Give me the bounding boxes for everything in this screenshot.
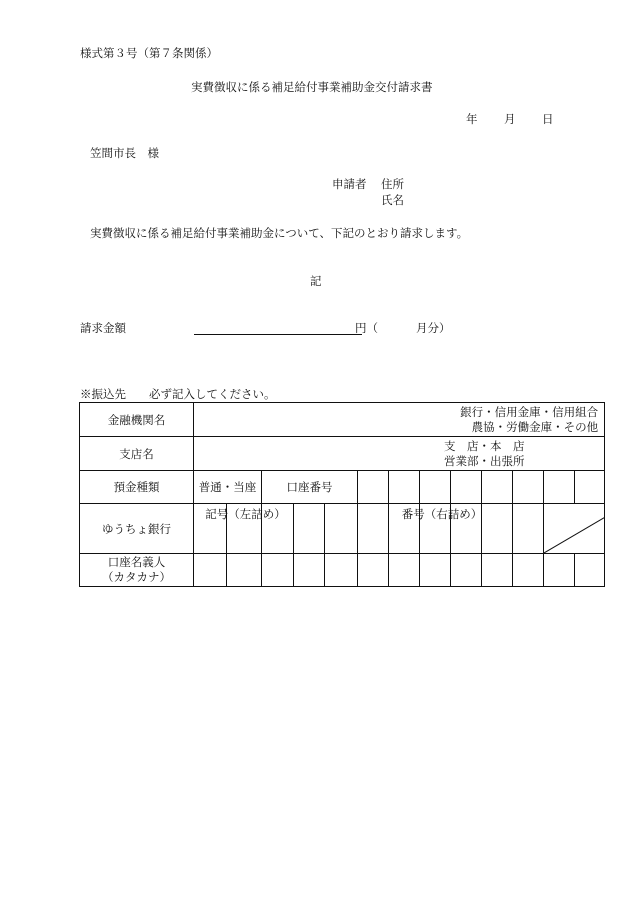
account-digit-1[interactable] [358, 471, 389, 504]
form-number: 様式第３号（第７条関係） [80, 46, 218, 60]
amount-label: 請求金額 [80, 321, 126, 335]
amount-yen: 円（ [355, 321, 378, 335]
number-digit-8[interactable] [513, 504, 544, 554]
number-digit-4[interactable] [389, 504, 420, 554]
account-digit-2[interactable] [389, 471, 420, 504]
holder-char-5[interactable] [325, 554, 358, 587]
number-digit-5[interactable] [420, 504, 451, 554]
institution-label: 金融機関名 [107, 412, 166, 427]
account-digit-6[interactable] [513, 471, 544, 504]
holder-char-13[interactable] [575, 554, 605, 587]
branch-label-cell [80, 437, 194, 471]
addressee: 笠間市長 様 [90, 146, 159, 160]
branch-types-1: 支 店・本 店 [444, 439, 525, 453]
holder-char-10[interactable] [482, 554, 513, 587]
transfer-label: ※振込先 必ず記入してください。 [80, 387, 276, 401]
holder-char-2[interactable] [227, 554, 262, 587]
symbol-label: 記号（左詰め） [205, 507, 286, 521]
account-digit-5[interactable] [482, 471, 513, 504]
holder-char-1[interactable] [194, 554, 227, 587]
branch-field[interactable] [194, 437, 605, 471]
amount-month: 月分） [416, 321, 451, 335]
deposit-label-cell [80, 471, 194, 504]
institution-types-2: 農協・労働金庫・その他 [471, 419, 599, 434]
ki-heading: 記 [310, 274, 322, 288]
branch-types-2: 営業部・出張所 [444, 454, 525, 468]
account-digit-3[interactable] [420, 471, 451, 504]
amount-underline [194, 334, 362, 335]
account-number-label: 口座番号 [286, 480, 333, 494]
date-year: 年 [466, 112, 478, 126]
date-month: 月 [504, 112, 516, 126]
deposit-types: 普通・当座 [198, 480, 257, 494]
holder-char-12[interactable] [544, 554, 575, 587]
branch-label: 支店名 [119, 446, 154, 461]
document-title: 実費徴収に係る補足給付事業補助金交付請求書 [191, 80, 433, 94]
institution-types-1: 銀行・信用金庫・信用組合 [460, 404, 599, 419]
applicant-label: 申請者 [332, 177, 367, 191]
account-digit-7[interactable] [544, 471, 575, 504]
diagonal-strike [544, 504, 604, 553]
account-number-label-cell [262, 471, 358, 504]
number-digit-1[interactable] [294, 504, 483, 554]
number-digit-6[interactable] [451, 504, 482, 554]
yucho-label-cell [80, 504, 194, 554]
holder-char-4[interactable] [294, 554, 325, 587]
holder-char-3[interactable] [262, 554, 294, 587]
deposit-label: 預金種類 [113, 480, 160, 494]
institution-field[interactable] [194, 403, 605, 437]
date-day: 日 [542, 112, 554, 126]
holder-char-7[interactable] [389, 554, 420, 587]
number-digit-3[interactable] [358, 504, 389, 554]
date-line [466, 114, 556, 128]
number-label: 番号（右詰め） [401, 507, 483, 521]
holder-label-2: （カタカナ） [102, 570, 171, 584]
holder-char-9[interactable] [451, 554, 482, 587]
holder-label-cell [80, 554, 194, 587]
number-digit-7[interactable] [482, 504, 513, 554]
applicant-address-label: 住所 [381, 177, 404, 191]
holder-char-8[interactable] [420, 554, 451, 587]
applicant-name-label: 氏名 [381, 193, 404, 207]
number-unused-cell [544, 504, 605, 554]
holder-char-6[interactable] [358, 554, 389, 587]
symbol-digit-2[interactable] [227, 504, 262, 554]
holder-char-11[interactable] [513, 554, 544, 587]
symbol-digit-1[interactable] [194, 504, 286, 554]
holder-label-1: 口座名義人 [107, 555, 166, 569]
institution-label-cell [80, 403, 194, 437]
symbol-digit-3[interactable] [262, 504, 294, 554]
account-digit-4[interactable] [451, 471, 482, 504]
bank-account-table [79, 402, 605, 587]
yucho-label: ゆうちょ銀行 [102, 521, 171, 536]
account-digit-8[interactable] [575, 471, 605, 504]
request-statement: 実費徴収に係る補足給付事業補助金について、下記のとおり請求します。 [90, 226, 469, 240]
deposit-type-options[interactable] [194, 471, 262, 504]
number-digit-2[interactable] [325, 504, 358, 554]
